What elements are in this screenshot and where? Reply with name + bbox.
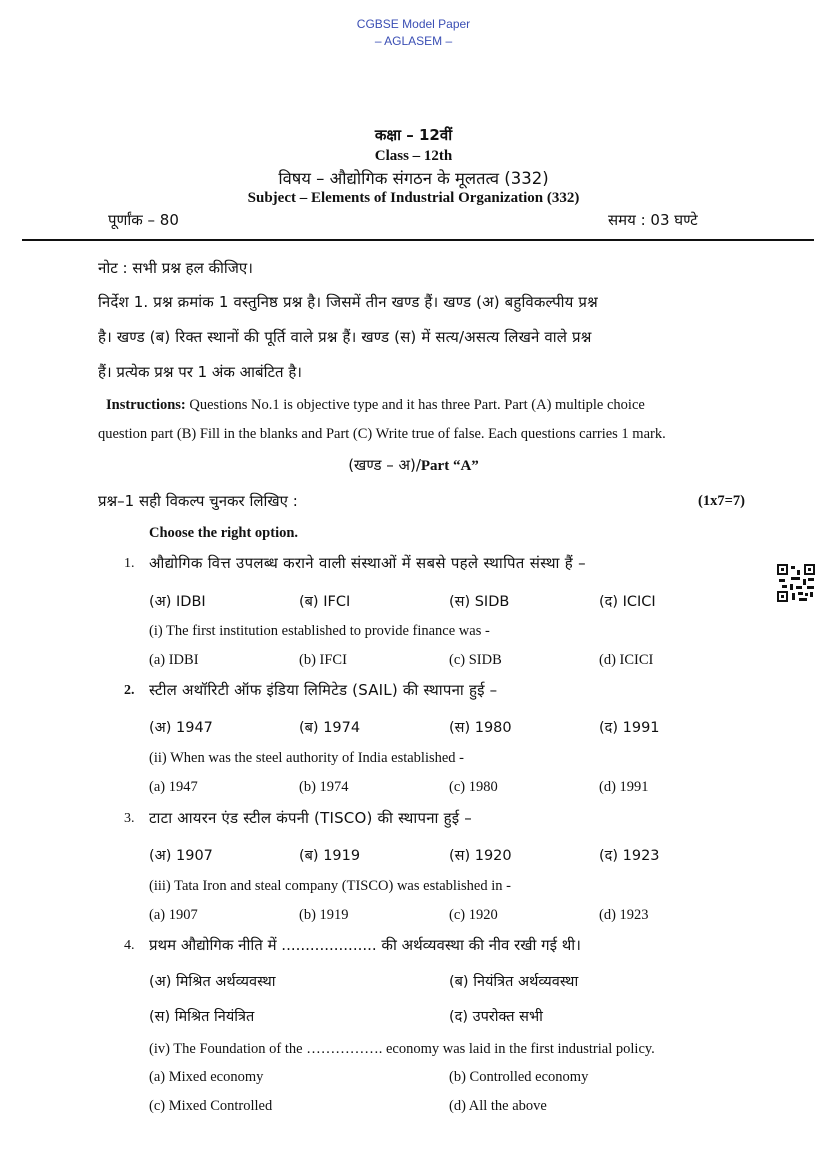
q4-en-option-a: (a) Mixed economy (149, 1069, 264, 1085)
q3-hi-option-a: (अ) 1907 (149, 848, 213, 864)
q3-en-option-b: (b) 1919 (299, 907, 349, 923)
q4-hi-option-d: (द) उपरोक्त सभी (449, 1009, 543, 1025)
direction-line-3: हैं। प्रत्येक प्रश्न पर 1 अंक आबंटित है। (98, 363, 302, 381)
q2-number: 2. (124, 683, 135, 698)
q2-hi-option-d: (द) 1991 (599, 720, 660, 736)
watermark-header-brand: – AGLASEM – (374, 34, 453, 48)
watermark-header-title: CGBSE Model Paper (356, 17, 471, 31)
note-line: नोट : सभी प्रश्न हल कीजिए। (98, 259, 253, 277)
q2-en-option-d: (d) 1991 (599, 779, 649, 795)
q2-hindi: स्टील अथॉरिटी ऑफ इंडिया लिमिटेड (SAIL) की स्थापना हुई – (149, 681, 498, 699)
q4-english: (iv) The Foundation of the ……………. economy was laid in the first industrial policy. (149, 1041, 655, 1057)
header-divider (22, 239, 814, 241)
subject-hindi: विषय – औद्योगिक संगठन के मूलतत्व (332) (278, 169, 549, 188)
direction-line-2: है। खण्ड (ब) रिक्त स्थानों की पूर्ति वाले प्रश्न हैं। खण्ड (स) में सत्य/असत्य लिखने वाले प्रश्न (98, 328, 592, 346)
q2-hi-option-b: (ब) 1974 (299, 720, 361, 736)
part-a-heading-hindi: (खण्ड – अ)/ (348, 456, 421, 474)
q1-en-option-c: (c) SIDB (449, 652, 502, 668)
exam-time: समय : 03 घण्टे (608, 211, 698, 229)
instructions-line-1 (106, 397, 645, 414)
choose-option-label: Choose the right option. (149, 525, 299, 541)
q3-hi-option-c: (स) 1920 (449, 848, 512, 864)
q2-hi-option-c: (स) 1980 (449, 720, 512, 736)
q1-hi-option-a: (अ) IDBI (149, 594, 206, 610)
q1-hi-option-b: (ब) IFCI (299, 594, 351, 610)
q4-en-option-c: (c) Mixed Controlled (149, 1098, 273, 1114)
q3-hi-option-b: (ब) 1919 (299, 848, 361, 864)
class-english: Class – 12th (374, 148, 453, 164)
question-1-marks: (1x7=7) (698, 493, 745, 509)
q1-hi-option-d: (द) ICICI (599, 594, 656, 610)
subject-english: Subject – Elements of Industrial Organization (332) (247, 190, 580, 206)
q4-hi-option-c: (स) मिश्रित नियंत्रित (149, 1009, 255, 1025)
q1-english: (i) The first institution established to provide finance was - (149, 623, 490, 639)
qr-code-icon (777, 564, 815, 602)
q1-en-option-a: (a) IDBI (149, 652, 199, 668)
q1-hi-option-c: (स) SIDB (449, 594, 510, 610)
q4-hi-option-b: (ब) नियंत्रित अर्थव्यवस्था (449, 974, 579, 990)
part-a-heading (0, 455, 827, 475)
q4-en-option-d: (d) All the above (449, 1098, 547, 1114)
part-a-heading-english: Part “A” (420, 458, 479, 474)
q4-number: 4. (124, 938, 135, 953)
q3-en-option-d: (d) 1923 (599, 907, 649, 923)
q2-en-option-b: (b) 1974 (299, 779, 349, 795)
q3-english: (iii) Tata Iron and steal company (TISCO) was established in - (149, 878, 511, 894)
q3-en-option-c: (c) 1920 (449, 907, 498, 923)
q1-number: 1. (124, 556, 135, 571)
q3-number: 3. (124, 811, 135, 826)
q1-hindi: औद्योगिक वित्त उपलब्ध कराने वाली संस्थाओं में सबसे पहले स्थापित संस्था हैं – (149, 554, 586, 572)
q3-hindi: टाटा आयरन एंड स्टील कंपनी (TISCO) की स्थापना हुई – (149, 809, 472, 827)
q4-en-option-b: (b) Controlled economy (449, 1069, 589, 1085)
instructions-label: Instructions: (106, 397, 186, 413)
q1-en-option-d: (d) ICICI (599, 652, 654, 668)
q2-en-option-c: (c) 1980 (449, 779, 498, 795)
instructions-line-2: question part (B) Fill in the blanks and Part (C) Write true of false. Each questions carries 1 mark. (98, 426, 666, 442)
q4-hi-option-a: (अ) मिश्रित अर्थव्यवस्था (149, 974, 276, 990)
q2-english: (ii) When was the steel authority of India established - (149, 750, 465, 766)
instructions-text-1: Questions No.1 is objective type and it has three Part. Part (A) multiple choice (189, 397, 645, 413)
q3-hi-option-d: (द) 1923 (599, 848, 660, 864)
class-hindi: कक्षा – 12वीं (374, 126, 453, 144)
q3-en-option-a: (a) 1907 (149, 907, 198, 923)
q1-en-option-b: (b) IFCI (299, 652, 347, 668)
max-marks: पूर्णांक – 80 (108, 211, 179, 229)
q2-hi-option-a: (अ) 1947 (149, 720, 213, 736)
q4-hindi: प्रथम औद्योगिक नीति में .................... की अर्थव्यवस्था की नीव रखी गई थी। (149, 936, 581, 954)
question-1-label: प्रश्न–1 सही विकल्प चुनकर लिखिए : (98, 492, 298, 510)
q2-en-option-a: (a) 1947 (149, 779, 198, 795)
direction-line-1: निर्देश 1. प्रश्न क्रमांक 1 वस्तुनिष्ठ प्रश्न है। जिसमें तीन खण्ड हैं। खण्ड (अ) बहुविकल्पीय प्रश्न (98, 293, 598, 311)
